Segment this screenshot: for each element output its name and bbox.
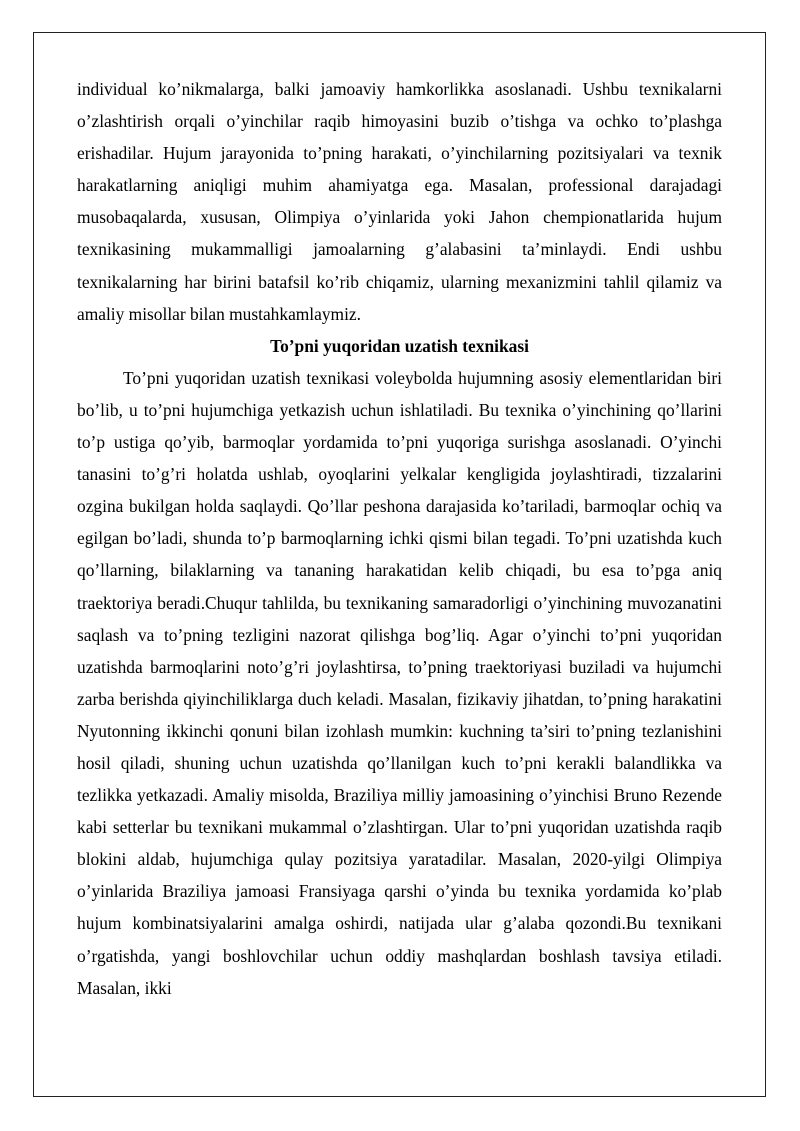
body-paragraph-1: individual ko’nikmalarga, balki jamoaviy hamkorlikka asoslanadi. Ushbu texnikalarni o’zlashtirish orqali o’yinchilar raqib himoyasini buzib o’tishga va ochko to’plashga erishadilar. Hujum jarayonida to’pning harakati, o’yinchilarning pozitsiyalari va texnik harakatlarning aniqligi muhim ahamiyatga ega. Masalan, professional darajadagi musobaqalarda, xususan, Olimpiya o’yinlarida yoki Jahon chempionatlarida hujum texnikasining mukammalligi jamoalarning g’alabasini ta’minlaydi. Endi ushbu texnikalarning har birini batafsil ko’rib chiqamiz, ularning mexanizmini tahlil qilamiz va amaliy misollar bilan mustahkamlaymiz. — [77, 79, 722, 324]
body-paragraph-2: To’pni yuqoridan uzatish texnikasi voleybolda hujumning asosiy elementlaridan biri bo’lib, u to’pni hujumchiga yetkazish uchun ishlatiladi. Bu texnika o’yinchining qo’llarini to’p ustiga qo’yib, barmoqlar yordamida to’pni yuqoriga surishga asoslanadi. O’yinchi tanasini to’g’ri holatda ushlab, oyoqlarini yelkalar kengligida joylashtiradi, tizzalarini ozgina bukilgan holda saqlaydi. Qo’llar peshona darajasida ko’tariladi, barmoqlar ochiq va egilgan bo’ladi, shunda to’p barmoqlarning ichki qismi bilan tegadi. To’pni uzatishda kuch qo’llarning, bilaklarning va tananing harakatidan kelib chiqadi, bu esa to’pga aniq traektoriya beradi.Chuqur tahlilda, bu texnikaning samaradorligi o’yinchining muvozanatini saqlash va to’pning tezligini nazorat qilishga bog’liq. Agar o’yinchi to’pni yuqoridan uzatishda barmoqlarini noto’g’ri joylashtirsa, to’pning traektoriyasi buziladi va hujumchi zarba berishda qiyinchiliklarga duch keladi. Masalan, fizikaviy jihatdan, to’pning harakatini Nyutonning ikkinchi qonuni bilan izohlash mumkin: kuchning ta’siri to’pning tezlanishini hosil qiladi, shuning uchun uzatishda qo’llanilgan kuch to’pni kerakli balandlikka va tezlikka yetkazadi. Amaliy misolda, Braziliya milliy jamoasining o’yinchisi Bruno Rezende kabi setterlar bu texnikani mukammal o’zlashtirgan. Ular to’pni yuqoridan uzatishda raqib blokini aldab, hujumchiga qulay pozitsiya yaratadilar. Masalan, 2020-yilgi Olimpiya o’yinlarida Braziliya jamoasi Fransiyaga qarshi o’yinda bu texnika yordamida ko’plab hujum kombinatsiyalarini amalga oshirdi, natijada ular g’alaba qozondi.Bu texnikani o’rgatishda, yangi boshlovchilar uchun oddiy mashqlardan boshlash tavsiya etiladi. Masalan, ikki — [77, 367, 722, 998]
section-heading: To’pni yuqoridan uzatish texnikasi — [270, 335, 529, 356]
document-body — [77, 73, 722, 1004]
